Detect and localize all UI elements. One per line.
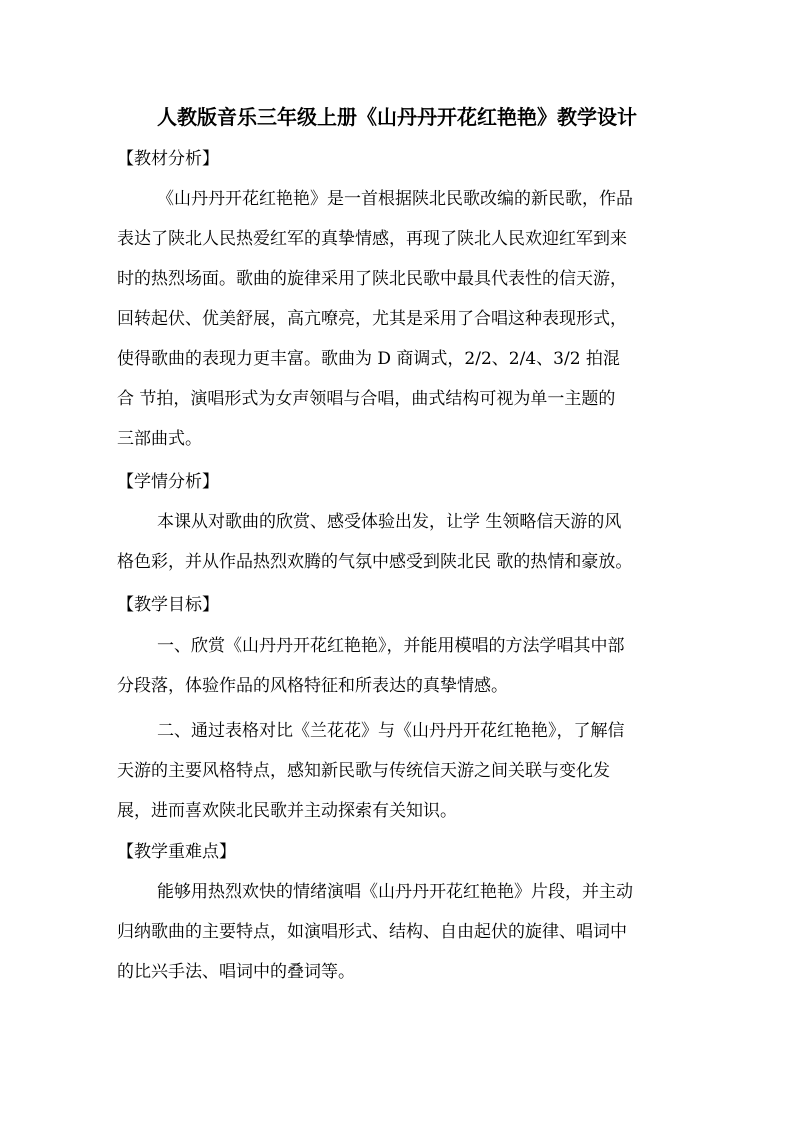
paragraph-line: 合 节拍，演唱形式为女声领唱与合唱，曲式结构可视为单一主题的	[117, 389, 616, 409]
section-heading-teaching-objectives: 【教学目标】	[117, 595, 219, 615]
paragraph-line: 本课从对歌曲的欣赏、感受体验出发，让学 生领略信天游的风	[157, 512, 622, 532]
paragraph-line: 天游的主要风格特点，感知新民歌与传统信天游之间关联与变化发	[117, 761, 610, 781]
paragraph-line: 《山丹丹开花红艳艳》是一首根据陕北民歌改编的新民歌，作品	[157, 189, 633, 209]
paragraph-line: 回转起伏、优美舒展，高亢嘹亮，尤其是采用了合唱这种表现形式，	[117, 309, 627, 329]
paragraph-line: 归纳歌曲的主要特点，如演唱形式、结构、自由起伏的旋律、唱词中	[117, 922, 627, 942]
paragraph-line: 表达了陕北人民热爱红军的真挚情感，再现了陕北人民欢迎红军到来	[117, 229, 627, 249]
paragraph-line: 一、欣赏《山丹丹开花红艳艳》，并能用模唱的方法学唱其中部	[157, 636, 625, 656]
section-heading-textbook-analysis: 【教材分析】	[117, 149, 219, 169]
paragraph-line: 使得歌曲的表现力更丰富。歌曲为 D 商调式，2/2、2/4、3/2 拍混	[117, 349, 620, 369]
section-heading-learner-analysis: 【学情分析】	[117, 472, 219, 492]
paragraph-line: 展，进而喜欢陕北民歌并主动探索有关知识。	[117, 801, 457, 821]
paragraph-line: 分段落，体验作品的风格特征和所表达的真挚情感。	[117, 676, 508, 696]
paragraph-line: 格色彩，并从作品热烈欢腾的气氛中感受到陕北民 歌的热情和豪放。	[117, 552, 633, 572]
section-heading-key-difficulties: 【教学重难点】	[117, 842, 236, 862]
document-title: 人教版音乐三年级上册《山丹丹开花红艳艳》教学设计	[157, 105, 637, 129]
paragraph-line: 时的热烈场面。歌曲的旋律采用了陕北民歌中最具代表性的信天游，	[117, 269, 627, 289]
paragraph-line: 的比兴手法、唱词中的叠词等。	[117, 962, 355, 982]
paragraph-line: 二、通过表格对比《兰花花》与《山丹丹开花红艳艳》，了解信	[157, 721, 625, 741]
paragraph-line: 三部曲式。	[117, 429, 202, 449]
paragraph-line: 能够用热烈欢快的情绪演唱《山丹丹开花红艳艳》片段，并主动	[157, 882, 633, 902]
